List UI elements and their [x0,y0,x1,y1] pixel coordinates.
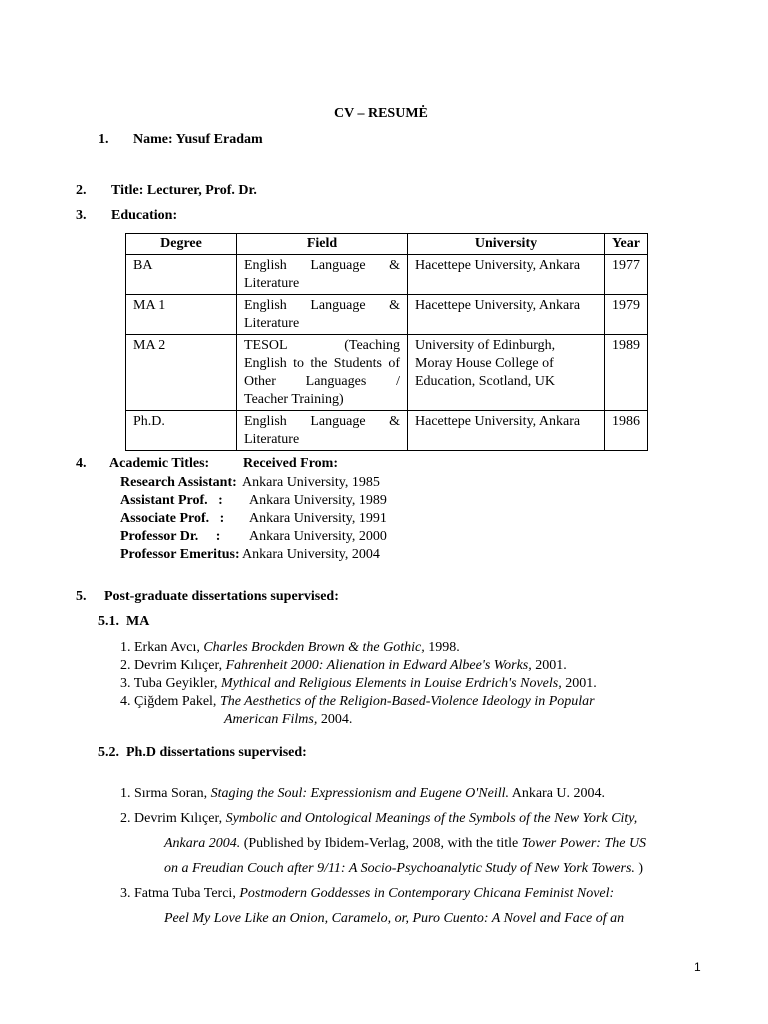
list-item-continuation: on a Freudian Couch after 9/11: A Socio-Psychoanalytic Study of New York Towers. ) [164,861,644,876]
education-table [125,233,648,451]
list-item: Research Assistant: Ankara University, 1985 [120,475,380,490]
ma-list [120,639,597,729]
title-heading: Title: Lecturer, Prof. Dr. [111,183,257,198]
field-cell: TESOL (Teaching English to the Students of Other Languages / Teacher Training) [237,335,408,411]
table-row [126,411,648,451]
list-item: 3. Fatma Tuba Terci, Postmodern Goddesses in Contemporary Chicana Feminist Novel: [120,886,615,901]
page-number: 1 [694,960,701,974]
university-cell: Hacettepe University, Ankara [408,295,605,335]
section-5-number: 5. [76,589,87,604]
table-row [126,295,648,335]
list-item-continuation: Peel My Love Like an Onion, Caramelo, or, Puro Cuento: A Novel and Face of an [164,911,625,926]
list-item: Assistant Prof. : Ankara University, 1989 [120,493,387,508]
header-degree: Degree [126,234,237,255]
degree-cell: MA 1 [126,295,237,335]
list-item: 1. Erkan Avcı, Charles Brockden Brown & the Gothic, 1998. [120,640,460,655]
university-cell: Hacettepe University, Ankara [408,255,605,295]
list-item: Associate Prof. : Ankara University, 1991 [120,511,387,526]
phd-subheading: 5.2. Ph.D dissertations supervised: [98,745,307,760]
university-cell: University of Edinburgh, Moray House College of Education, Scotland, UK [408,335,605,411]
header-field: Field [237,234,408,255]
academic-titles-heading: Academic Titles: [109,456,210,471]
list-item: Professor Emeritus: Ankara University, 2004 [120,547,380,562]
field-cell: English Language & Literature [237,411,408,451]
education-heading: Education: [111,208,178,223]
year-cell: 1989 [605,335,648,411]
phd-list [120,781,646,931]
list-item: 2. Devrim Kılıçer, Fahrenheit 2000: Alienation in Edward Albee's Works, 2001. [120,658,567,673]
list-item: Professor Dr. : Ankara University, 2000 [120,529,387,544]
received-from-heading: Received From: [243,456,338,471]
section-1-number: 1. [98,132,109,147]
section-4-number: 4. [76,456,87,471]
list-item: 3. Tuba Geyikler, Mythical and Religious Elements in Louise Erdrich's Novels, 2001. [120,676,597,691]
degree-cell: MA 2 [126,335,237,411]
list-item: 1. Sırma Soran, Staging the Soul: Expressionism and Eugene O'Neill. Ankara U. 2004. [120,786,606,801]
academic-titles-list [120,474,387,564]
university-cell: Hacettepe University, Ankara [408,411,605,451]
list-item-continuation: Ankara 2004. (Published by Ibidem-Verlag, 2008, with the title Tower Power: The US [164,836,647,851]
degree-cell: BA [126,255,237,295]
table-header-row [126,234,648,255]
document-title: CV – RESUMĖ [334,106,428,121]
table-row [126,255,648,295]
section-2-number: 2. [76,183,87,198]
dissertations-heading: Post-graduate dissertations supervised: [104,589,339,604]
list-item: 2. Devrim Kılıçer, Symbolic and Ontological Meanings of the Symbols of the New York City, [120,811,638,826]
year-cell: 1986 [605,411,648,451]
name-heading: Name: Yusuf Eradam [133,132,263,147]
field-cell: English Language & Literature [237,295,408,335]
field-cell: English Language & Literature [237,255,408,295]
year-cell: 1979 [605,295,648,335]
list-item-continuation: American Films, 2004. [224,712,353,727]
list-item: 4. Çiğdem Pakel, The Aesthetics of the Religion-Based-Violence Ideology in Popular [120,694,595,709]
table-row [126,335,648,411]
header-year: Year [605,234,648,255]
year-cell: 1977 [605,255,648,295]
header-university: University [408,234,605,255]
section-3-number: 3. [76,208,87,223]
degree-cell: Ph.D. [126,411,237,451]
ma-subheading: 5.1. MA [98,614,150,629]
